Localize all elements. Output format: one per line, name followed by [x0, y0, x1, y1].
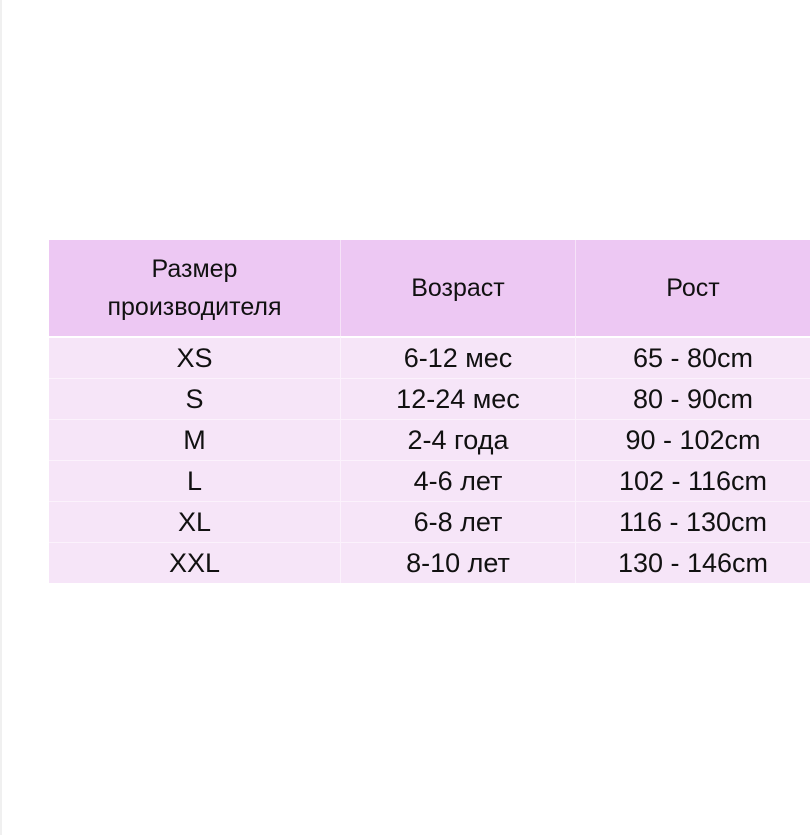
cell-age: 2-4 года — [341, 419, 576, 460]
cell-size: L — [49, 460, 341, 501]
table-row — [49, 542, 810, 583]
table-row — [49, 336, 810, 378]
table-row — [49, 501, 810, 542]
size-chart-table — [49, 240, 810, 583]
table-row — [49, 378, 810, 419]
header-age: Возраст — [341, 240, 576, 336]
cell-size: XXL — [49, 542, 341, 583]
cell-height: 90 - 102cm — [576, 419, 810, 460]
cell-height: 65 - 80cm — [576, 336, 810, 378]
cell-height: 102 - 116cm — [576, 460, 810, 501]
cell-size: XL — [49, 501, 341, 542]
table-header-row — [49, 240, 810, 336]
cell-size: XS — [49, 336, 341, 378]
cell-age: 6-12 мес — [341, 336, 576, 378]
cell-height: 130 - 146cm — [576, 542, 810, 583]
cell-age: 8-10 лет — [341, 542, 576, 583]
header-size-line1: Размер — [151, 255, 238, 283]
cell-age: 6-8 лет — [341, 501, 576, 542]
table-row — [49, 419, 810, 460]
cell-height: 80 - 90cm — [576, 378, 810, 419]
table-row — [49, 460, 810, 501]
header-size — [49, 240, 341, 336]
cell-height: 116 - 130cm — [576, 501, 810, 542]
cell-age: 4-6 лет — [341, 460, 576, 501]
header-size-line2: производителя — [107, 293, 282, 321]
cell-age: 12-24 мес — [341, 378, 576, 419]
cell-size: S — [49, 378, 341, 419]
cell-size: M — [49, 419, 341, 460]
page-edge — [0, 0, 2, 835]
header-height: Рост — [576, 240, 810, 336]
